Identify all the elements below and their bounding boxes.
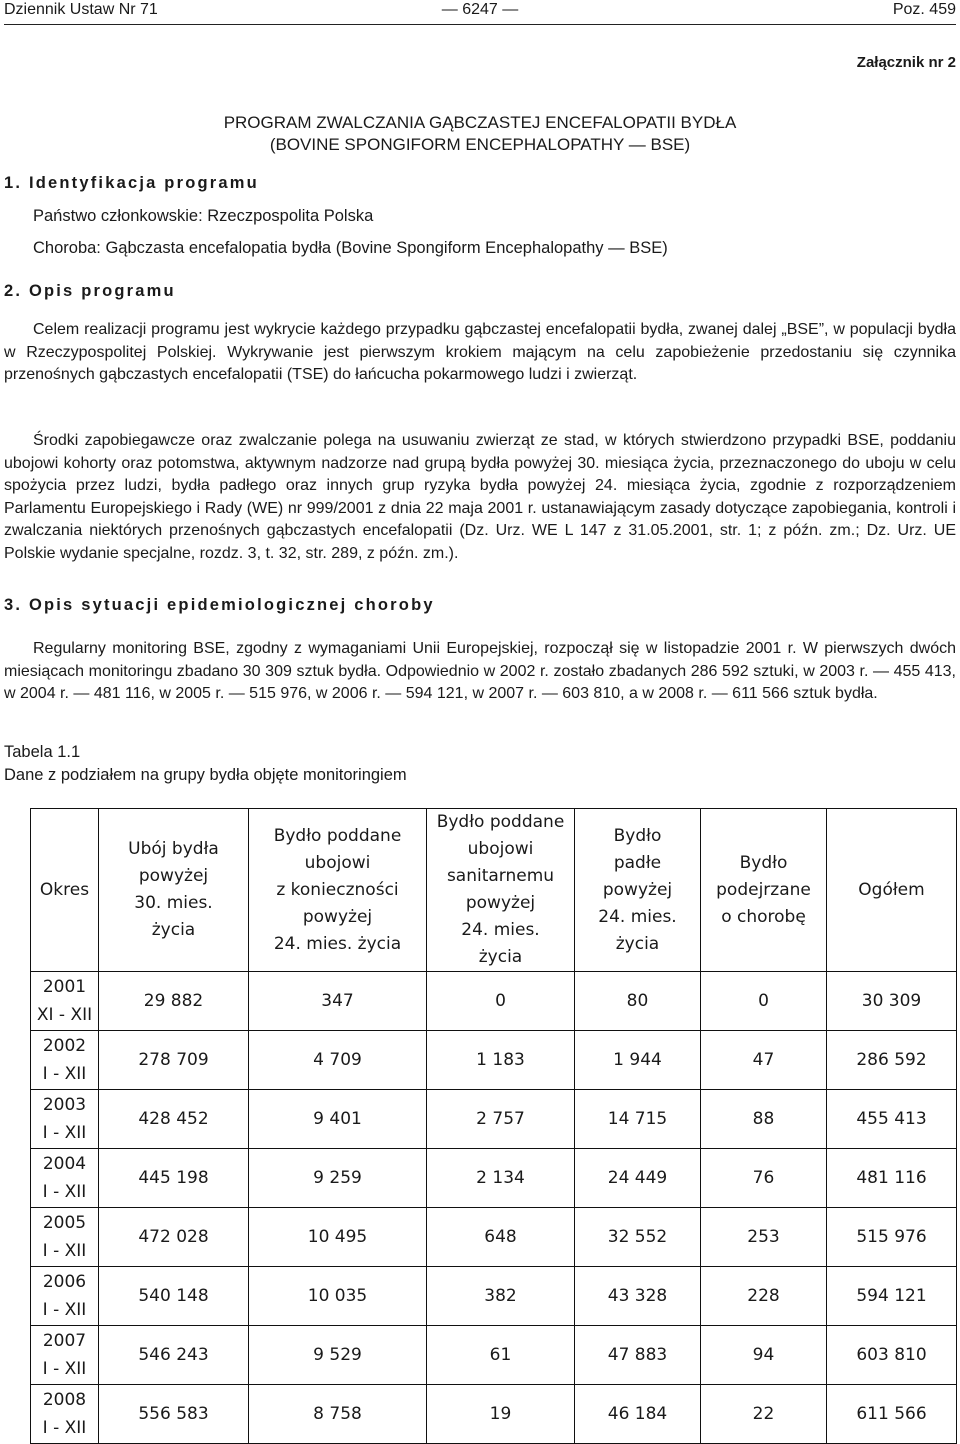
header-line: 24. mies. bbox=[598, 906, 677, 927]
period-year: 2001 bbox=[42, 977, 87, 997]
header-line: powyżej bbox=[602, 879, 673, 900]
value-cell: 455 413 bbox=[827, 1090, 957, 1149]
value-cell: 4 709 bbox=[249, 1031, 427, 1090]
table-caption-number: Tabela 1.1 bbox=[4, 743, 81, 761]
column-header-total bbox=[827, 809, 957, 972]
monitoring-table bbox=[30, 808, 957, 1444]
value-cell: 29 882 bbox=[99, 972, 249, 1031]
header-line: ubojowi bbox=[304, 852, 371, 873]
value-cell: 47 bbox=[701, 1031, 827, 1090]
value-cell: 648 bbox=[427, 1208, 575, 1267]
value-cell: 228 bbox=[701, 1267, 827, 1326]
value-cell: 9 529 bbox=[249, 1326, 427, 1385]
column-header-fallen-stock bbox=[575, 809, 701, 972]
header-line: podejrzane bbox=[716, 879, 811, 900]
position-number: Poz. 459 bbox=[892, 1, 956, 18]
period-cell bbox=[31, 1208, 99, 1267]
value-cell: 80 bbox=[575, 972, 701, 1031]
title-line-1: PROGRAM ZWALCZANIA GĄBCZASTEJ ENCEFALOPATII BYDŁA bbox=[223, 113, 737, 132]
period-months: I - XII bbox=[42, 1123, 87, 1143]
monitoring-table-container bbox=[30, 808, 956, 1438]
period-months: I - XII bbox=[42, 1182, 87, 1202]
table-body bbox=[31, 972, 957, 1444]
value-cell: 445 198 bbox=[99, 1149, 249, 1208]
period-year: 2007 bbox=[42, 1331, 87, 1351]
header-line: Bydło poddane bbox=[436, 812, 565, 832]
header-line: 24. mies. życia bbox=[273, 933, 402, 954]
value-cell: 22 bbox=[701, 1385, 827, 1444]
value-cell: 30 309 bbox=[827, 972, 957, 1031]
header-line: 30. mies. bbox=[134, 893, 213, 913]
table-row bbox=[31, 1385, 957, 1444]
period-year: 2002 bbox=[42, 1036, 87, 1056]
table-row bbox=[31, 1031, 957, 1090]
header-line: Bydło poddane bbox=[273, 825, 402, 846]
value-cell: 8 758 bbox=[249, 1385, 427, 1444]
period-months: I - XII bbox=[42, 1241, 87, 1261]
value-cell: 2 134 bbox=[427, 1149, 575, 1208]
value-cell: 32 552 bbox=[575, 1208, 701, 1267]
value-cell: 0 bbox=[701, 972, 827, 1031]
member-state-line: Państwo członkowskie: Rzeczpospolita Polska bbox=[33, 207, 374, 225]
section-3-heading: 3. Opis sytuacji epidemiologicznej choroby bbox=[4, 596, 435, 614]
period-months: I - XII bbox=[42, 1064, 87, 1084]
period-cell bbox=[31, 1090, 99, 1149]
period-months: XI - XII bbox=[36, 1005, 93, 1025]
value-cell: 47 883 bbox=[575, 1326, 701, 1385]
header-line: Ubój bydła bbox=[128, 839, 219, 859]
value-cell: 94 bbox=[701, 1326, 827, 1385]
document-title bbox=[0, 112, 960, 156]
value-cell: 278 709 bbox=[99, 1031, 249, 1090]
section-2-paragraph-1: Celem realizacji programu jest wykrycie każdego przypadku gąbczastej encefalopatii bydła, zwanej dalej „BSE”, w populacji bydła w Rzeczypospolitej Polskiej. Wykrywanie jest pierwszym krokiem mającym na celu zapobieżenie przedostaniu się czynnika przenośnych gąbczastych encefalopatii (TSE) do łańcucha pokarmowego ludzi i zwierząt. bbox=[4, 321, 956, 383]
period-cell bbox=[31, 1149, 99, 1208]
period-cell bbox=[31, 1031, 99, 1090]
column-header-emergency-slaughter bbox=[249, 809, 427, 972]
value-cell: 611 566 bbox=[827, 1385, 957, 1444]
header-line: powyżej bbox=[138, 866, 209, 886]
value-cell: 428 452 bbox=[99, 1090, 249, 1149]
value-cell: 1 183 bbox=[427, 1031, 575, 1090]
header-line: Bydło bbox=[613, 825, 662, 846]
period-year: 2004 bbox=[42, 1154, 87, 1174]
header-line: życia bbox=[615, 933, 660, 954]
disease-line: Choroba: Gąbczasta encefalopatia bydła (Bovine Spongiform Encephalopathy — BSE) bbox=[33, 239, 668, 257]
header-line: z konieczności bbox=[276, 879, 399, 900]
section-3-paragraph-1: Regularny monitoring BSE, zgodny z wymaganiami Unii Europejskiej, rozpoczął się w listopadzie 2001 r. W pierwszych dwóch miesiącach monitoringu zbadano 30 309 sztuk bydła. Odpowiednio w 2002 r. zostało zbadanych 286 592 sztuki, w 2003 r. — 455 413, w 2004 r. — 481 116, w 2005 r. — 515 976, w 2006 r. — 594 121, w 2007 r. — 603 810, a w 2008 r. — 611 566 sztuk bydła. bbox=[4, 640, 956, 702]
table-header-row bbox=[31, 809, 957, 972]
section-2-heading: 2. Opis programu bbox=[4, 282, 176, 300]
period-year: 2005 bbox=[42, 1213, 87, 1233]
value-cell: 594 121 bbox=[827, 1267, 957, 1326]
value-cell: 46 184 bbox=[575, 1385, 701, 1444]
value-cell: 24 449 bbox=[575, 1149, 701, 1208]
value-cell: 1 944 bbox=[575, 1031, 701, 1090]
table-caption-title: Dane z podziałem na grupy bydła objęte monitoringiem bbox=[4, 766, 407, 784]
page-number: — 6247 — bbox=[441, 1, 519, 18]
period-cell bbox=[31, 1326, 99, 1385]
table-row bbox=[31, 1090, 957, 1149]
period-cell bbox=[31, 972, 99, 1031]
table-row bbox=[31, 1149, 957, 1208]
table-row bbox=[31, 1208, 957, 1267]
value-cell: 546 243 bbox=[99, 1326, 249, 1385]
header-line: powyżej bbox=[302, 906, 373, 927]
section-1-heading: 1. Identyfikacja programu bbox=[4, 174, 259, 192]
table-row bbox=[31, 1267, 957, 1326]
period-months: I - XII bbox=[42, 1359, 87, 1379]
header-line: padłe bbox=[613, 852, 662, 873]
value-cell: 10 035 bbox=[249, 1267, 427, 1326]
value-cell: 9 401 bbox=[249, 1090, 427, 1149]
column-header-slaughter-30m bbox=[99, 809, 249, 972]
page-header bbox=[4, 0, 956, 25]
header-line: sanitarnemu bbox=[446, 866, 555, 886]
value-cell: 347 bbox=[249, 972, 427, 1031]
journal-name: Dziennik Ustaw Nr 71 bbox=[4, 1, 158, 18]
header-line: życia bbox=[151, 920, 196, 940]
period-year: 2006 bbox=[42, 1272, 87, 1292]
header-line: Bydło bbox=[739, 852, 788, 873]
value-cell: 603 810 bbox=[827, 1326, 957, 1385]
value-cell: 10 495 bbox=[249, 1208, 427, 1267]
period-year: 2003 bbox=[42, 1095, 87, 1115]
period-months: I - XII bbox=[42, 1300, 87, 1320]
column-header-sanitary-slaughter bbox=[427, 809, 575, 972]
value-cell: 14 715 bbox=[575, 1090, 701, 1149]
value-cell: 515 976 bbox=[827, 1208, 957, 1267]
header-line: powyżej bbox=[465, 893, 536, 913]
column-header-suspected bbox=[701, 809, 827, 972]
value-cell: 0 bbox=[427, 972, 575, 1031]
header-line: ubojowi bbox=[467, 839, 534, 859]
value-cell: 9 259 bbox=[249, 1149, 427, 1208]
value-cell: 253 bbox=[701, 1208, 827, 1267]
value-cell: 540 148 bbox=[99, 1267, 249, 1326]
header-line: o chorobę bbox=[721, 906, 806, 927]
period-year: 2008 bbox=[42, 1390, 87, 1410]
value-cell: 76 bbox=[701, 1149, 827, 1208]
period-months: I - XII bbox=[42, 1418, 87, 1438]
header-line: 24. mies. bbox=[461, 920, 540, 940]
value-cell: 43 328 bbox=[575, 1267, 701, 1326]
table-row bbox=[31, 1326, 957, 1385]
value-cell: 2 757 bbox=[427, 1090, 575, 1149]
value-cell: 286 592 bbox=[827, 1031, 957, 1090]
period-cell bbox=[31, 1385, 99, 1444]
header-line: Okres bbox=[39, 879, 90, 900]
column-header-period bbox=[31, 809, 99, 972]
value-cell: 61 bbox=[427, 1326, 575, 1385]
title-line-2: (BOVINE SPONGIFORM ENCEPHALOPATHY — BSE) bbox=[269, 135, 691, 154]
period-cell bbox=[31, 1267, 99, 1326]
table-row bbox=[31, 972, 957, 1031]
value-cell: 481 116 bbox=[827, 1149, 957, 1208]
header-line: życia bbox=[478, 947, 523, 967]
value-cell: 88 bbox=[701, 1090, 827, 1149]
value-cell: 19 bbox=[427, 1385, 575, 1444]
header-line: Ogółem bbox=[858, 879, 925, 900]
value-cell: 472 028 bbox=[99, 1208, 249, 1267]
annex-label: Załącznik nr 2 bbox=[856, 54, 956, 71]
value-cell: 382 bbox=[427, 1267, 575, 1326]
section-2-paragraph-2: Środki zapobiegawcze oraz zwalczanie polega na usuwaniu zwierząt ze stad, w których stwierdzono przypadki BSE, poddaniu ubojowi kohorty oraz potomstwa, aktywnym nadzorze nad grupą bydła powyżej 30. miesiąca życia, przeznaczonego do uboju w celu spożycia przez ludzi, bydła padłego oraz innych grup ryzyka bydła powyżej 24. miesiąca życia, zgodnie z rozporządzeniem Parlamentu Europejskiego i Rady (WE) nr 999/2001 z dnia 22 maja 2001 r. ustanawiającym zasady dotyczące zapobiegania, kontroli i zwalczania niektórych przenośnych gąbczastych encefalopatii (Dz. Urz. WE L 147 z 31.05.2001, str. 1; z późn. zm.; Dz. Urz. UE Polskie wydanie specjalne, rozdz. 3, t. 32, str. 289, z późn. zm.). bbox=[4, 432, 956, 562]
value-cell: 556 583 bbox=[99, 1385, 249, 1444]
